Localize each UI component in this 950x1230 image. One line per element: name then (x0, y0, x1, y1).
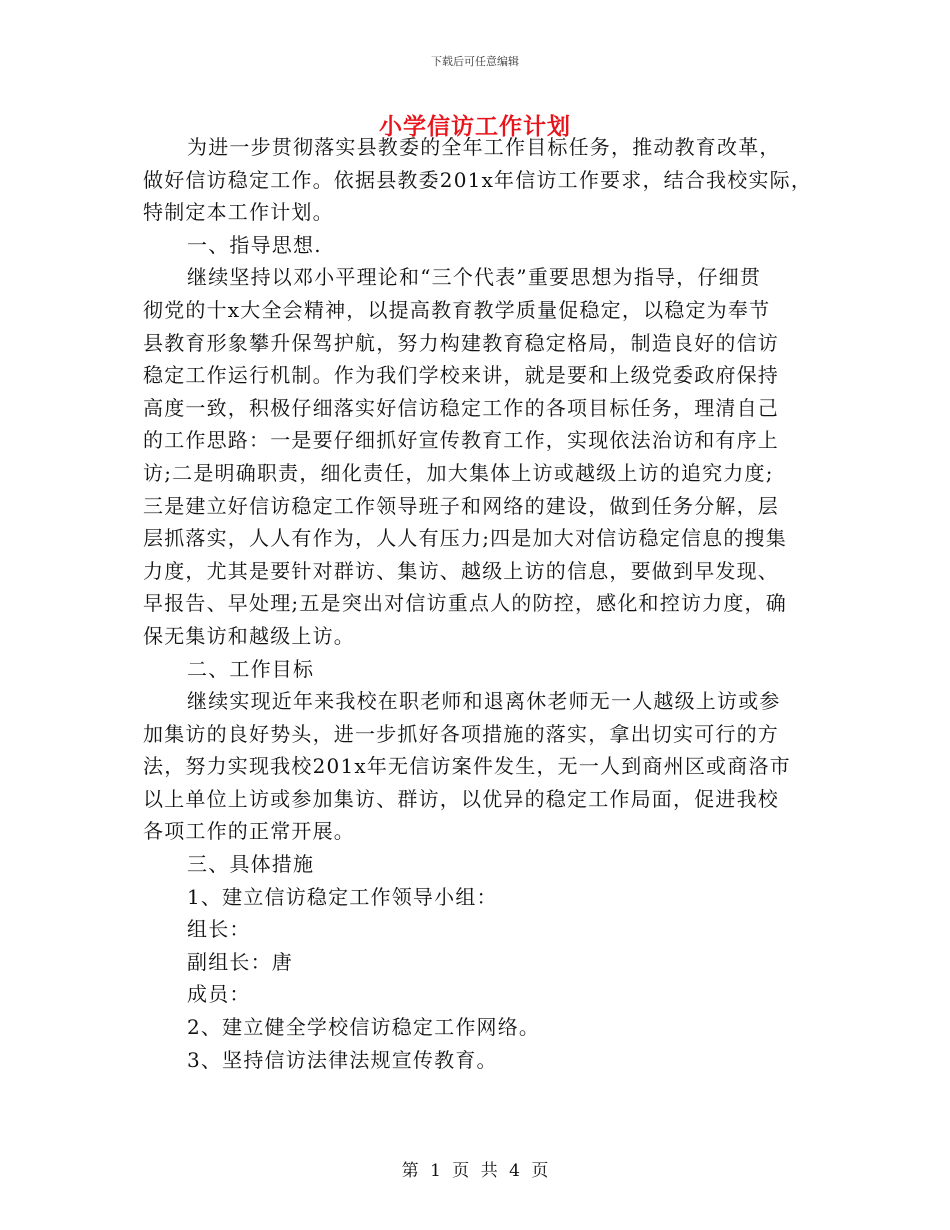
header-note: 下载后可任意编辑 (431, 55, 519, 68)
paragraph-line: 特制定本工作计划。 (143, 200, 334, 225)
list-item: 组长： (187, 917, 251, 942)
paragraph-line: 继续实现近年来我校在职老师和退离休老师无一人越级上访或参 (187, 689, 781, 714)
list-item: 3、坚持信访法律法规宣传教育。 (187, 1047, 498, 1072)
list-item: 2、建立健全学校信访稳定工作网络。 (187, 1015, 541, 1040)
paragraph-line: 三是建立好信访稳定工作领导班子和网络的建设，做到任务分解，层 (143, 493, 779, 518)
paragraph-line: 继续坚持以邓小平理论和“三个代表”重要思想为指导，仔细贯 (187, 265, 762, 290)
paragraph-line: 层抓落实，人人有作为，人人有压力;四是加大对信访稳定信息的搜集 (143, 526, 787, 551)
list-item: 成员： (187, 982, 251, 1007)
paragraph-line: 彻党的十x大全会精神，以提高教育教学质量促稳定，以稳定为奉节 (143, 297, 771, 322)
paragraph-line: 做好信访稳定工作。依据县教委201x年信访工作要求，结合我校实际， (143, 167, 813, 192)
list-item: 副组长：唐 (187, 949, 293, 974)
section-heading: 二、工作目标 (187, 656, 315, 681)
paragraph-line: 稳定工作运行机制。作为我们学校来讲，就是要和上级党委政府保持 (143, 363, 779, 388)
document-title: 小学信访工作计划 (379, 113, 571, 140)
paragraph-line: 力度，尤其是要针对群访、集访、越级上访的信息，要做到早发现、 (143, 558, 779, 583)
page-footer: 第 1 页 共 4 页 (401, 1161, 549, 1181)
paragraph-line: 高度一致，积极仔细落实好信访稳定工作的各项目标任务，理清自己 (143, 395, 779, 420)
paragraph-line: 为进一步贯彻落实县教委的全年工作目标任务，推动教育改革， (187, 135, 781, 159)
list-item: 1、建立信访稳定工作领导小组： (187, 884, 498, 909)
paragraph-line: 县教育形象攀升保驾护航，努力构建教育稳定格局，制造良好的信访 (143, 330, 779, 355)
paragraph-line: 法，努力实现我校201x年无信访案件发生，无一人到商州区或商洛市 (143, 754, 791, 779)
paragraph-line: 加集访的良好势头，进一步抓好各项措施的落实，拿出切实可行的方 (143, 721, 779, 746)
paragraph-line: 保无集访和越级上访。 (143, 623, 355, 648)
paragraph-line: 以上单位上访或参加集访、群访，以优异的稳定工作局面，促进我校 (143, 786, 779, 811)
paragraph-line: 的工作思路：一是要仔细抓好宣传教育工作，实现依法治访和有序上 (143, 428, 779, 453)
paragraph-line: 早报告、早处理;五是突出对信访重点人的防控，感化和控访力度，确 (143, 591, 787, 616)
paragraph-line: 各项工作的正常开展。 (143, 819, 355, 844)
document-body (143, 131, 813, 1076)
section-heading: 三、具体措施 (187, 852, 315, 877)
section-heading: 一、指导思想. (187, 232, 322, 257)
paragraph-line: 访;二是明确职责，细化责任，加大集体上访或越级上访的追究力度; (143, 460, 774, 485)
